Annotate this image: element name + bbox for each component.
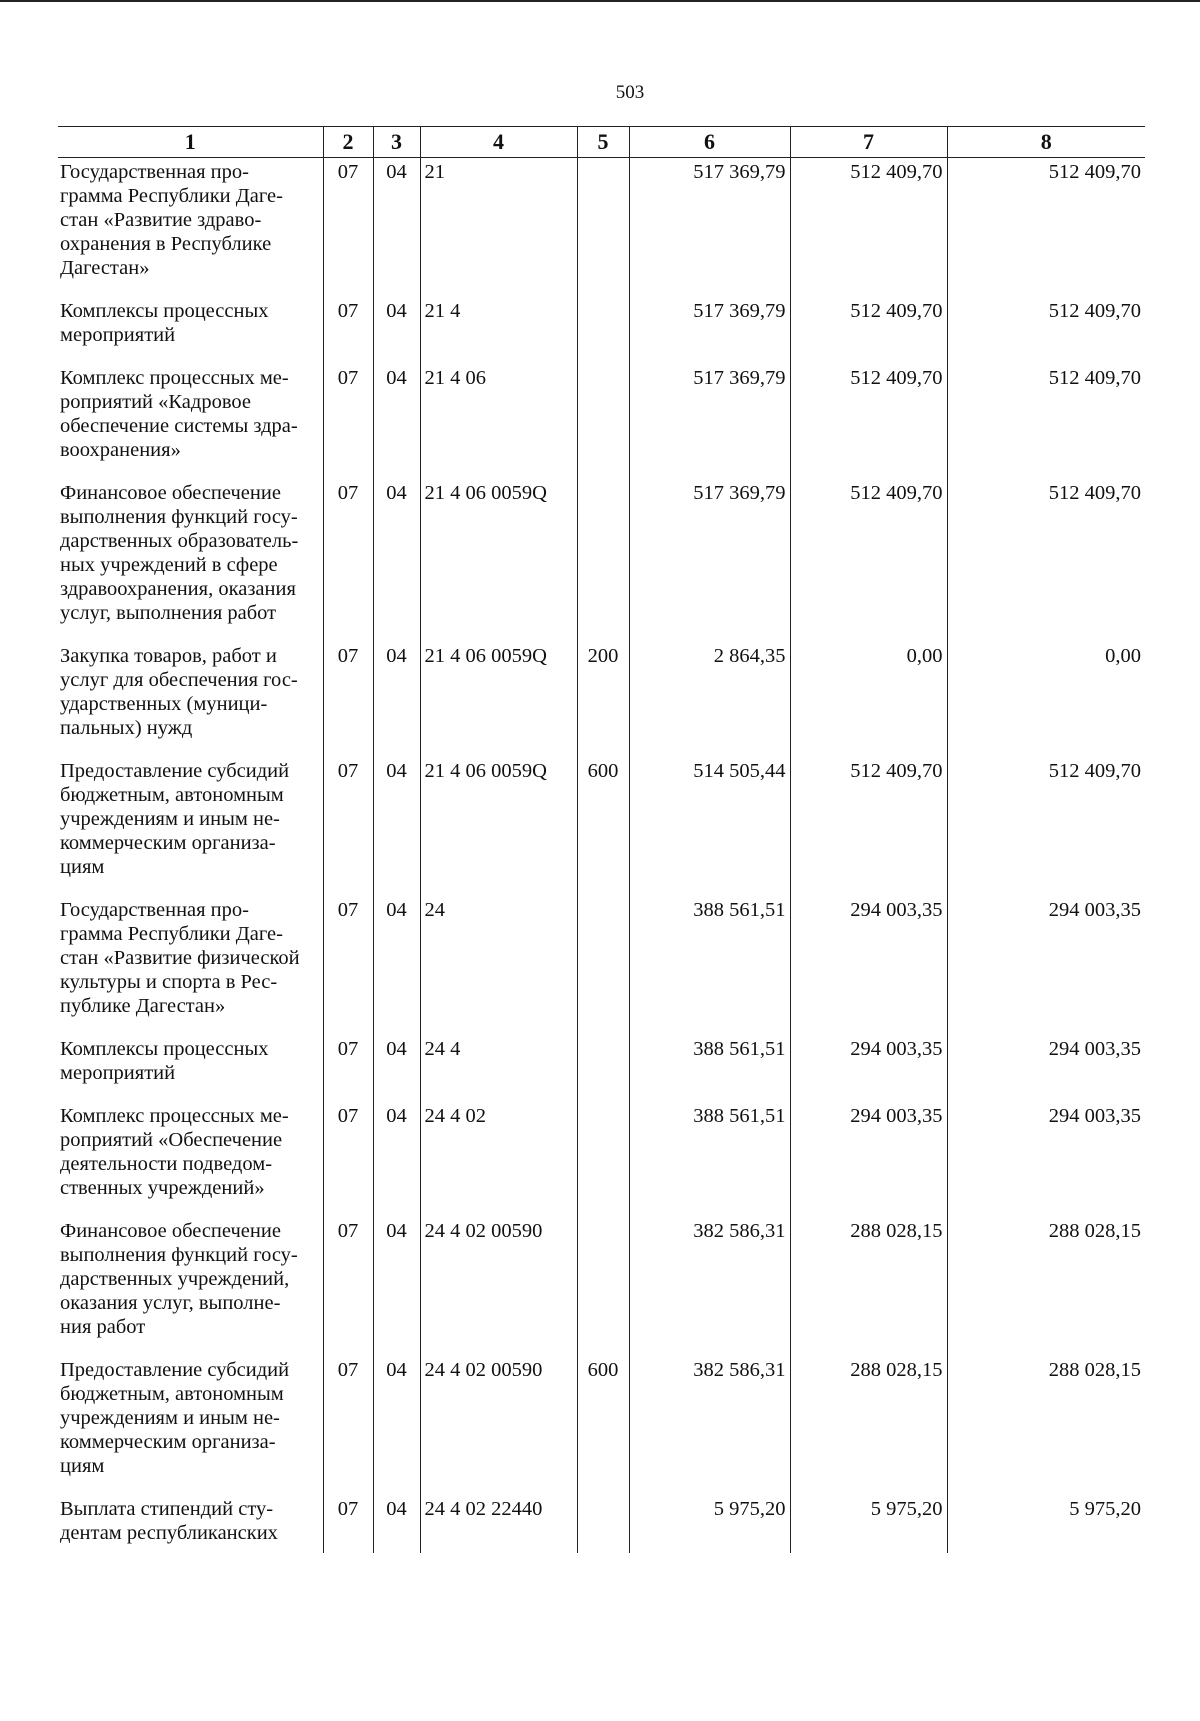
amount-col8-cell: 0,00: [947, 642, 1145, 757]
column-header: 2: [323, 127, 373, 158]
expense-type-cell: [577, 364, 629, 479]
subsection-code-cell: 04: [373, 1035, 420, 1102]
table-row: [58, 1217, 1145, 1356]
section-code-cell: 07: [323, 642, 373, 757]
amount-col7-cell: 294 003,35: [790, 896, 947, 1035]
section-code-cell: 07: [323, 1102, 373, 1217]
amount-col8-cell: 294 003,35: [947, 1102, 1145, 1217]
subsection-code-cell: 04: [373, 1102, 420, 1217]
column-header: 3: [373, 127, 420, 158]
amount-col8-cell: 288 028,15: [947, 1217, 1145, 1356]
column-header: 7: [790, 127, 947, 158]
subsection-code-cell: 04: [373, 158, 420, 298]
expense-type-cell: [577, 158, 629, 298]
section-code-cell: 07: [323, 757, 373, 896]
expense-type-cell: [577, 479, 629, 642]
expense-name-cell: Финансовое обеспечение выполнения функций госу- дарственных образователь- ных учреждений в сфере здравоохранения, оказания услуг, выполнения работ: [58, 479, 323, 642]
expense-name-cell: Государственная про- грамма Республики Даге- стан «Развитие физической культуры и спорта в Рес- публике Дагестан»: [58, 896, 323, 1035]
expense-type-cell: 600: [577, 757, 629, 896]
amount-col7-cell: 512 409,70: [790, 757, 947, 896]
amount-col8-cell: 512 409,70: [947, 364, 1145, 479]
page-top-border: [0, 0, 1200, 2]
subsection-code-cell: 04: [373, 364, 420, 479]
expense-type-cell: [577, 1495, 629, 1553]
target-article-cell: 21: [420, 158, 577, 298]
column-header: 5: [577, 127, 629, 158]
table-row: [58, 479, 1145, 642]
amount-col6-cell: 382 586,31: [629, 1217, 790, 1356]
amount-col6-cell: 514 505,44: [629, 757, 790, 896]
table-row: [58, 158, 1145, 298]
amount-col8-cell: 294 003,35: [947, 896, 1145, 1035]
amount-col6-cell: 2 864,35: [629, 642, 790, 757]
target-article-cell: 24 4 02: [420, 1102, 577, 1217]
amount-col6-cell: 5 975,20: [629, 1495, 790, 1553]
table-row: [58, 896, 1145, 1035]
section-code-cell: 07: [323, 896, 373, 1035]
amount-col7-cell: 288 028,15: [790, 1356, 947, 1495]
section-code-cell: 07: [323, 297, 373, 364]
expense-name-cell: Государственная про- грамма Республики Даге- стан «Развитие здраво- охранения в Республике Дагестан»: [58, 158, 323, 298]
target-article-cell: 21 4 06 0059Q: [420, 642, 577, 757]
amount-col8-cell: 512 409,70: [947, 158, 1145, 298]
subsection-code-cell: 04: [373, 757, 420, 896]
table-row: [58, 1495, 1145, 1553]
expense-name-cell: Комплексы процессных мероприятий: [58, 297, 323, 364]
page-number: 503: [615, 82, 645, 103]
expense-type-cell: [577, 896, 629, 1035]
amount-col6-cell: 388 561,51: [629, 1035, 790, 1102]
section-code-cell: 07: [323, 364, 373, 479]
section-code-cell: 07: [323, 1356, 373, 1495]
target-article-cell: 21 4 06 0059Q: [420, 479, 577, 642]
table-body: [58, 158, 1145, 1554]
column-header: 1: [58, 127, 323, 158]
amount-col8-cell: 512 409,70: [947, 479, 1145, 642]
expense-name-cell: Предоставление субсидий бюджетным, автономным учреждениям и иным не- коммерческим организа- циям: [58, 1356, 323, 1495]
budget-table: [58, 126, 1145, 1553]
amount-col7-cell: 294 003,35: [790, 1035, 947, 1102]
amount-col7-cell: 0,00: [790, 642, 947, 757]
amount-col6-cell: 517 369,79: [629, 297, 790, 364]
amount-col8-cell: 512 409,70: [947, 757, 1145, 896]
table-row: [58, 297, 1145, 364]
amount-col6-cell: 388 561,51: [629, 896, 790, 1035]
subsection-code-cell: 04: [373, 479, 420, 642]
amount-col7-cell: 512 409,70: [790, 364, 947, 479]
amount-col8-cell: 288 028,15: [947, 1356, 1145, 1495]
expense-name-cell: Комплексы процессных мероприятий: [58, 1035, 323, 1102]
table-header-row: [58, 127, 1145, 158]
expense-name-cell: Финансовое обеспечение выполнения функций госу- дарственных учреждений, оказания услуг, выполне- ния работ: [58, 1217, 323, 1356]
amount-col7-cell: 288 028,15: [790, 1217, 947, 1356]
amount-col6-cell: 388 561,51: [629, 1102, 790, 1217]
target-article-cell: 24 4 02 00590: [420, 1356, 577, 1495]
table-row: [58, 1035, 1145, 1102]
expense-name-cell: Предоставление субсидий бюджетным, автономным учреждениям и иным не- коммерческим организа- циям: [58, 757, 323, 896]
expense-type-cell: 600: [577, 1356, 629, 1495]
target-article-cell: 24 4: [420, 1035, 577, 1102]
column-header: 6: [629, 127, 790, 158]
section-code-cell: 07: [323, 479, 373, 642]
amount-col6-cell: 382 586,31: [629, 1356, 790, 1495]
target-article-cell: 24 4 02 22440: [420, 1495, 577, 1553]
subsection-code-cell: 04: [373, 642, 420, 757]
amount-col7-cell: 512 409,70: [790, 479, 947, 642]
amount-col6-cell: 517 369,79: [629, 364, 790, 479]
section-code-cell: 07: [323, 158, 373, 298]
expense-name-cell: Закупка товаров, работ и услуг для обеспечения гос- ударственных (муници- пальных) нужд: [58, 642, 323, 757]
amount-col8-cell: 294 003,35: [947, 1035, 1145, 1102]
expense-type-cell: 200: [577, 642, 629, 757]
amount-col7-cell: 294 003,35: [790, 1102, 947, 1217]
amount-col7-cell: 512 409,70: [790, 297, 947, 364]
target-article-cell: 24 4 02 00590: [420, 1217, 577, 1356]
target-article-cell: 24: [420, 896, 577, 1035]
expense-name-cell: Комплекс процессных ме- роприятий «Обеспечение деятельности подведом- ственных учреждений»: [58, 1102, 323, 1217]
table-row: [58, 364, 1145, 479]
subsection-code-cell: 04: [373, 1495, 420, 1553]
subsection-code-cell: 04: [373, 1356, 420, 1495]
amount-col7-cell: 512 409,70: [790, 158, 947, 298]
amount-col7-cell: 5 975,20: [790, 1495, 947, 1553]
amount-col6-cell: 517 369,79: [629, 158, 790, 298]
target-article-cell: 21 4 06: [420, 364, 577, 479]
expense-type-cell: [577, 1035, 629, 1102]
table-row: [58, 1102, 1145, 1217]
expense-type-cell: [577, 297, 629, 364]
expense-name-cell: Комплекс процессных ме- роприятий «Кадровое обеспечение системы здра- воохранения»: [58, 364, 323, 479]
target-article-cell: 21 4: [420, 297, 577, 364]
table-row: [58, 1356, 1145, 1495]
section-code-cell: 07: [323, 1495, 373, 1553]
expense-type-cell: [577, 1217, 629, 1356]
column-header: 4: [420, 127, 577, 158]
table-row: [58, 757, 1145, 896]
amount-col6-cell: 517 369,79: [629, 479, 790, 642]
subsection-code-cell: 04: [373, 297, 420, 364]
expense-type-cell: [577, 1102, 629, 1217]
table-row: [58, 642, 1145, 757]
section-code-cell: 07: [323, 1035, 373, 1102]
expense-name-cell: Выплата стипендий сту- дентам республиканских: [58, 1495, 323, 1553]
section-code-cell: 07: [323, 1217, 373, 1356]
target-article-cell: 21 4 06 0059Q: [420, 757, 577, 896]
amount-col8-cell: 512 409,70: [947, 297, 1145, 364]
column-header: 8: [947, 127, 1145, 158]
subsection-code-cell: 04: [373, 1217, 420, 1356]
amount-col8-cell: 5 975,20: [947, 1495, 1145, 1553]
subsection-code-cell: 04: [373, 896, 420, 1035]
